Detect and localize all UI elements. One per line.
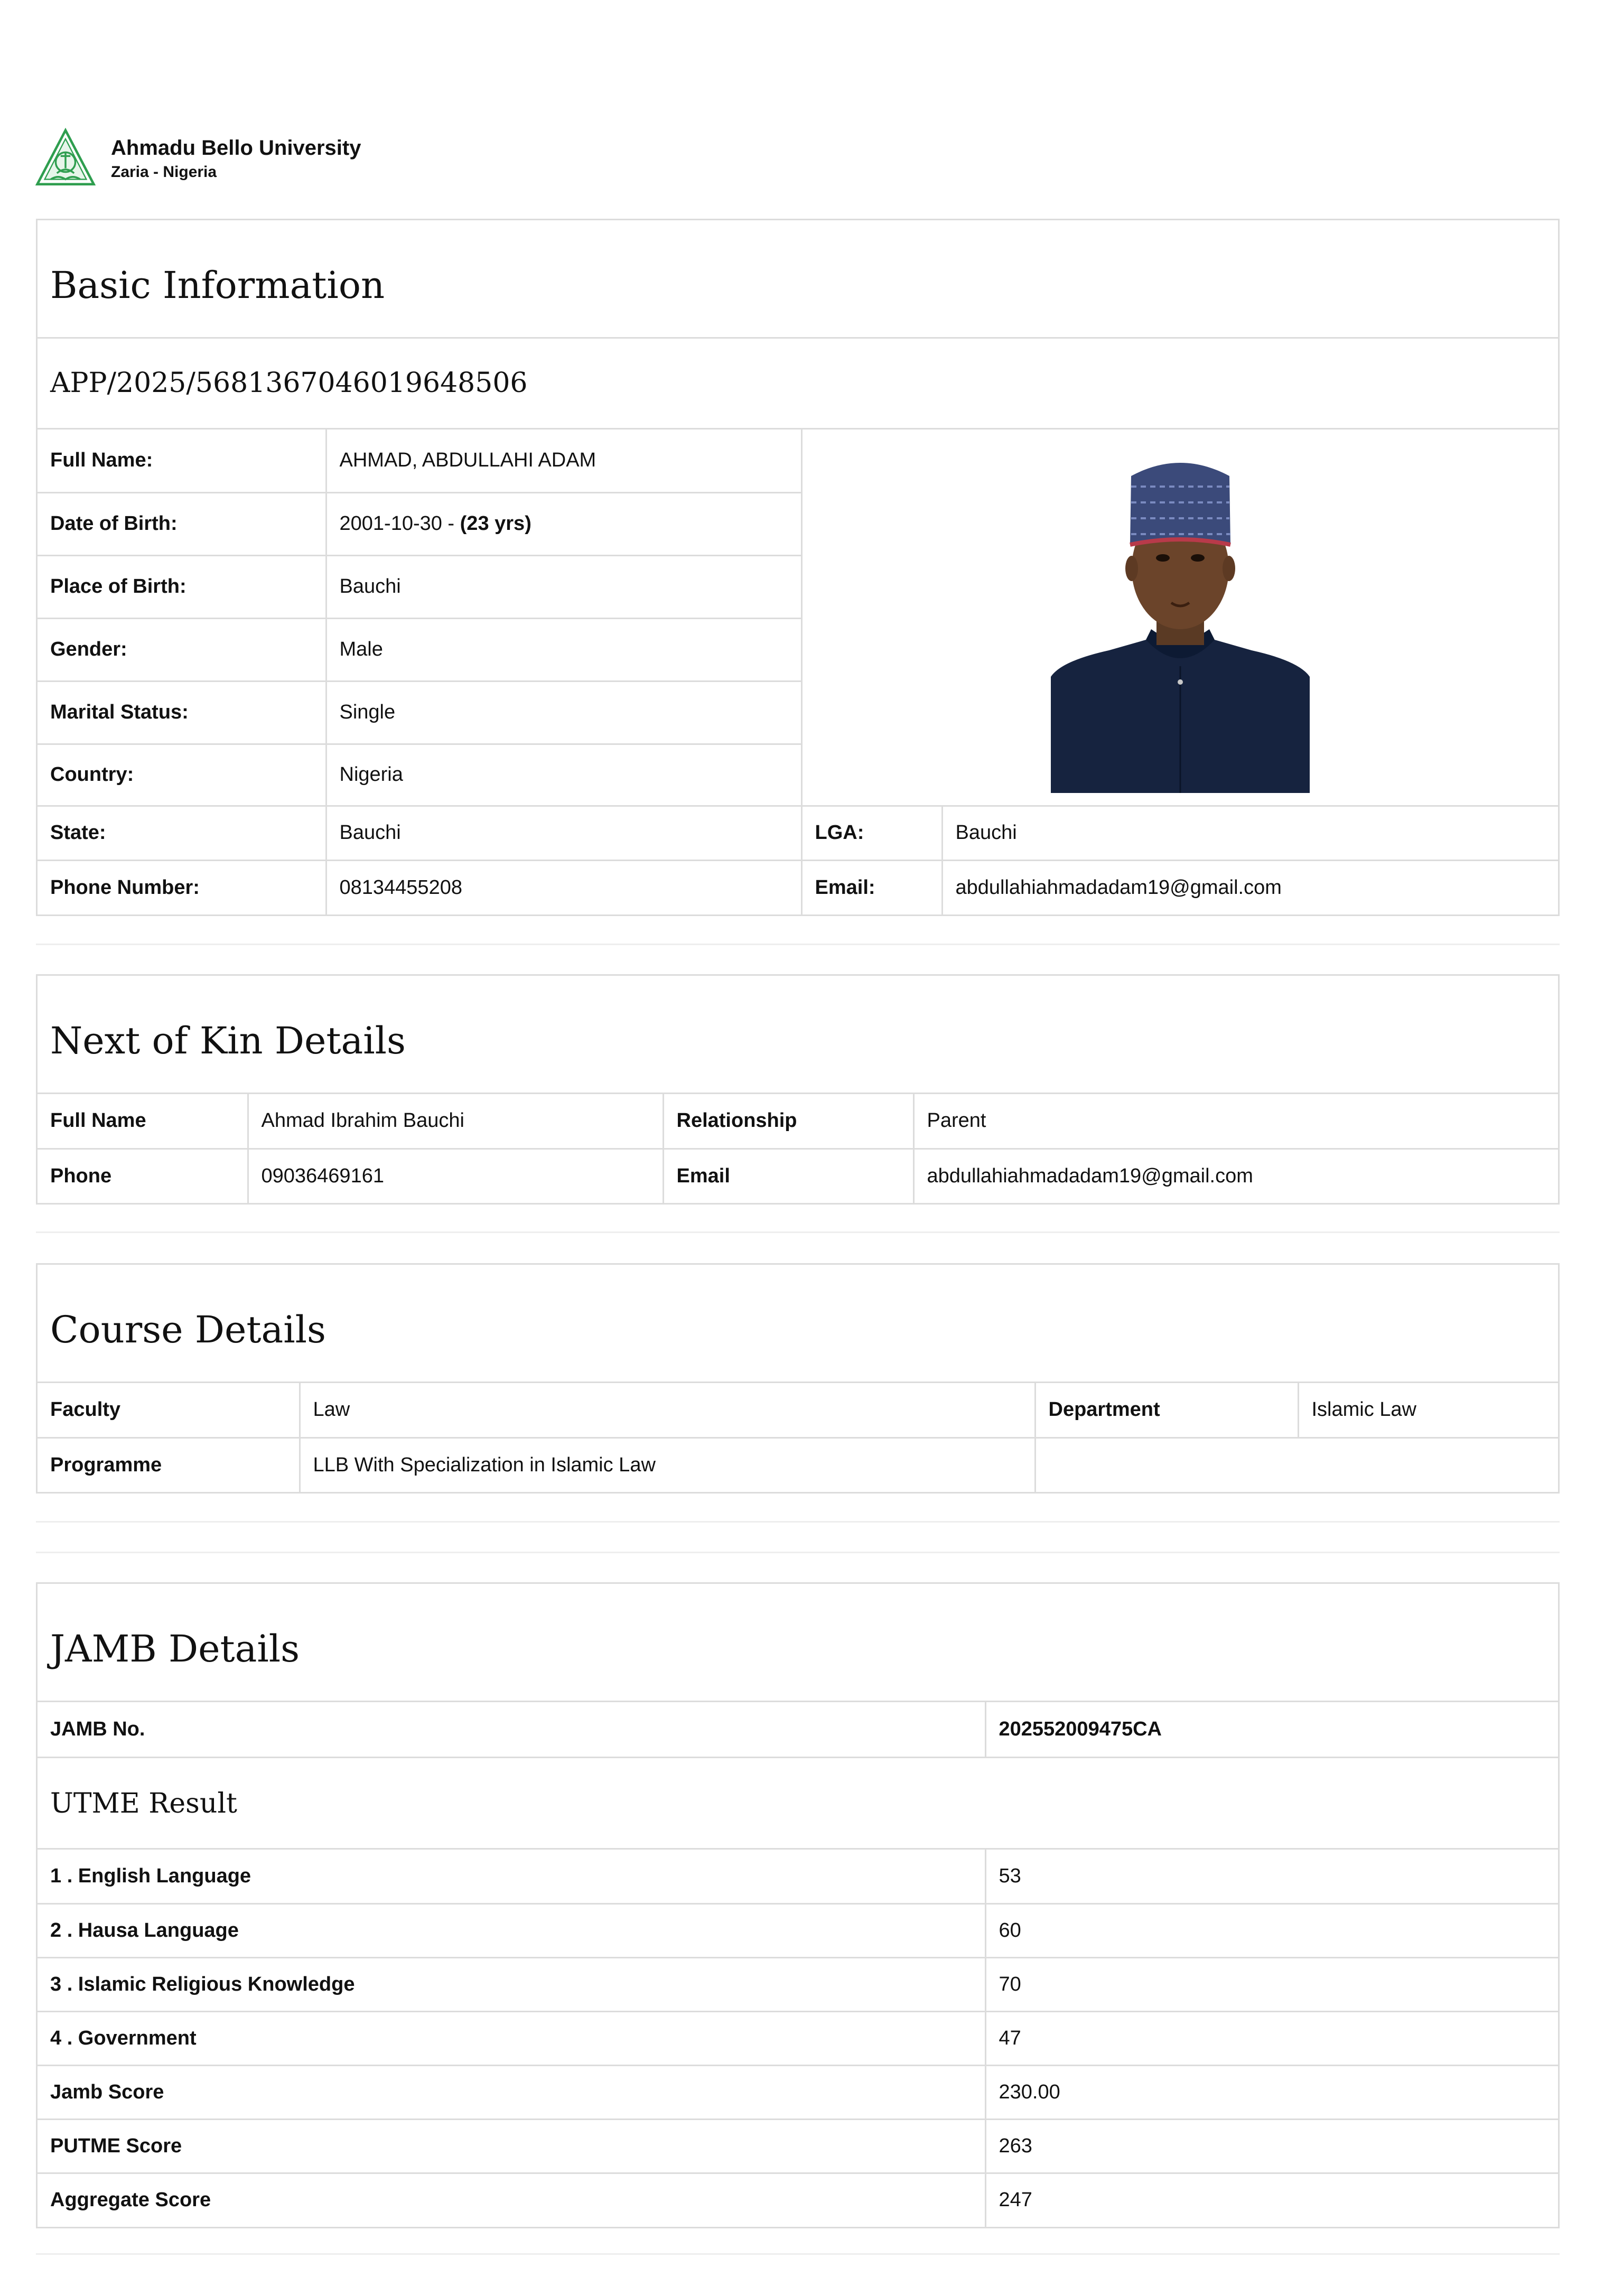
field-label: Marital Status: bbox=[38, 681, 326, 744]
table-row bbox=[38, 2065, 1558, 2119]
field-label: Email bbox=[663, 1149, 913, 1203]
table-row bbox=[38, 860, 1558, 914]
table-row bbox=[38, 1383, 1558, 1438]
empty-cell bbox=[1035, 1438, 1558, 1492]
subject-label: 2 . Hausa Language bbox=[38, 1903, 985, 1957]
programme-value: LLB With Specialization in Islamic Law bbox=[300, 1438, 1035, 1492]
section-divider bbox=[36, 1231, 1560, 1233]
table-row bbox=[38, 1957, 1558, 2011]
field-label: Gender: bbox=[38, 618, 326, 681]
kin-email-value: abdullahiahmadadam19@gmail.com bbox=[913, 1149, 1558, 1203]
place-of-birth-value: Bauchi bbox=[326, 555, 801, 618]
field-label: Programme bbox=[38, 1438, 300, 1492]
table-row bbox=[38, 1438, 1558, 1492]
university-name: Ahmadu Bello University bbox=[111, 136, 361, 160]
field-label: Relationship bbox=[663, 1094, 913, 1149]
dob-date: 2001-10-30 - bbox=[339, 512, 455, 535]
department-value: Islamic Law bbox=[1298, 1383, 1558, 1438]
table-row bbox=[38, 806, 1558, 860]
section-title: JAMB Details bbox=[38, 1584, 1558, 1702]
email-value: abdullahiahmadadam19@gmail.com bbox=[942, 860, 1558, 914]
section-title: Course Details bbox=[38, 1265, 1558, 1383]
score-label: Aggregate Score bbox=[38, 2173, 985, 2227]
section-divider bbox=[36, 2253, 1560, 2255]
section-divider bbox=[36, 944, 1560, 945]
subject-score: 70 bbox=[985, 1957, 1558, 2011]
table-row bbox=[38, 1149, 1558, 1203]
date-of-birth-value bbox=[326, 492, 801, 555]
field-label: Phone Number: bbox=[38, 860, 326, 914]
kin-name-value: Ahmad Ibrahim Bauchi bbox=[248, 1094, 663, 1149]
jamb-details-section bbox=[36, 1582, 1560, 2228]
full-name-value: AHMAD, ABDULLAHI ADAM bbox=[326, 430, 801, 492]
field-label: Faculty bbox=[38, 1383, 300, 1438]
basic-information-section bbox=[36, 219, 1560, 916]
marital-status-value: Single bbox=[326, 681, 801, 744]
section-title: Basic Information bbox=[38, 220, 1558, 339]
field-label: Full Name bbox=[38, 1094, 248, 1149]
jamb-number-table bbox=[38, 1702, 1558, 1757]
kin-phone-value: 09036469161 bbox=[248, 1149, 663, 1203]
basic-info-table bbox=[38, 430, 1558, 914]
page-header bbox=[35, 127, 361, 190]
table-row bbox=[38, 2119, 1558, 2173]
subject-score: 60 bbox=[985, 1903, 1558, 1957]
jamb-score-value: 230.00 bbox=[985, 2065, 1558, 2119]
field-label: Full Name: bbox=[38, 430, 326, 492]
field-label: Country: bbox=[38, 744, 326, 806]
section-title: Next of Kin Details bbox=[38, 976, 1558, 1094]
section-divider bbox=[36, 1521, 1560, 1523]
table-row bbox=[38, 2173, 1558, 2227]
table-row bbox=[38, 1903, 1558, 1957]
photo-cell bbox=[801, 430, 1558, 806]
field-label: Date of Birth: bbox=[38, 492, 326, 555]
subject-score: 53 bbox=[985, 1850, 1558, 1903]
field-label: Department bbox=[1035, 1383, 1298, 1438]
lga-value: Bauchi bbox=[942, 806, 1558, 860]
field-label: Email: bbox=[801, 860, 942, 914]
field-label: JAMB No. bbox=[38, 1702, 985, 1757]
jamb-number-value: 202552009475CA bbox=[985, 1702, 1558, 1757]
section-divider bbox=[36, 1552, 1560, 1553]
kin-relationship-value: Parent bbox=[913, 1094, 1558, 1149]
field-label: Place of Birth: bbox=[38, 555, 326, 618]
table-row bbox=[38, 2011, 1558, 2065]
table-row bbox=[38, 1702, 1558, 1757]
putme-score-value: 263 bbox=[985, 2119, 1558, 2173]
state-value: Bauchi bbox=[326, 806, 801, 860]
next-of-kin-section bbox=[36, 974, 1560, 1205]
gender-value: Male bbox=[326, 618, 801, 681]
score-label: PUTME Score bbox=[38, 2119, 985, 2173]
course-details-section bbox=[36, 1263, 1560, 1494]
applicant-photo bbox=[1051, 455, 1310, 793]
field-label: LGA: bbox=[801, 806, 942, 860]
faculty-value: Law bbox=[300, 1383, 1035, 1438]
subject-label: 3 . Islamic Religious Knowledge bbox=[38, 1957, 985, 2011]
aggregate-score-value: 247 bbox=[985, 2173, 1558, 2227]
application-number: APP/2025/5681367046019648506 bbox=[38, 339, 1558, 430]
course-table bbox=[38, 1383, 1558, 1492]
field-label: State: bbox=[38, 806, 326, 860]
university-location: Zaria - Nigeria bbox=[111, 163, 217, 181]
subject-label: 1 . English Language bbox=[38, 1850, 985, 1903]
kin-table bbox=[38, 1094, 1558, 1203]
score-label: Jamb Score bbox=[38, 2065, 985, 2119]
phone-value: 08134455208 bbox=[326, 860, 801, 914]
university-logo-icon bbox=[35, 128, 96, 189]
table-row bbox=[38, 1094, 1558, 1149]
table-row bbox=[38, 1850, 1558, 1903]
utme-results-table bbox=[38, 1850, 1558, 2227]
field-label: Phone bbox=[38, 1149, 248, 1203]
utme-result-title: UTME Result bbox=[38, 1757, 1558, 1850]
subject-score: 47 bbox=[985, 2011, 1558, 2065]
subject-label: 4 . Government bbox=[38, 2011, 985, 2065]
country-value: Nigeria bbox=[326, 744, 801, 806]
dob-age: (23 yrs) bbox=[460, 512, 531, 535]
table-row bbox=[38, 430, 1558, 492]
